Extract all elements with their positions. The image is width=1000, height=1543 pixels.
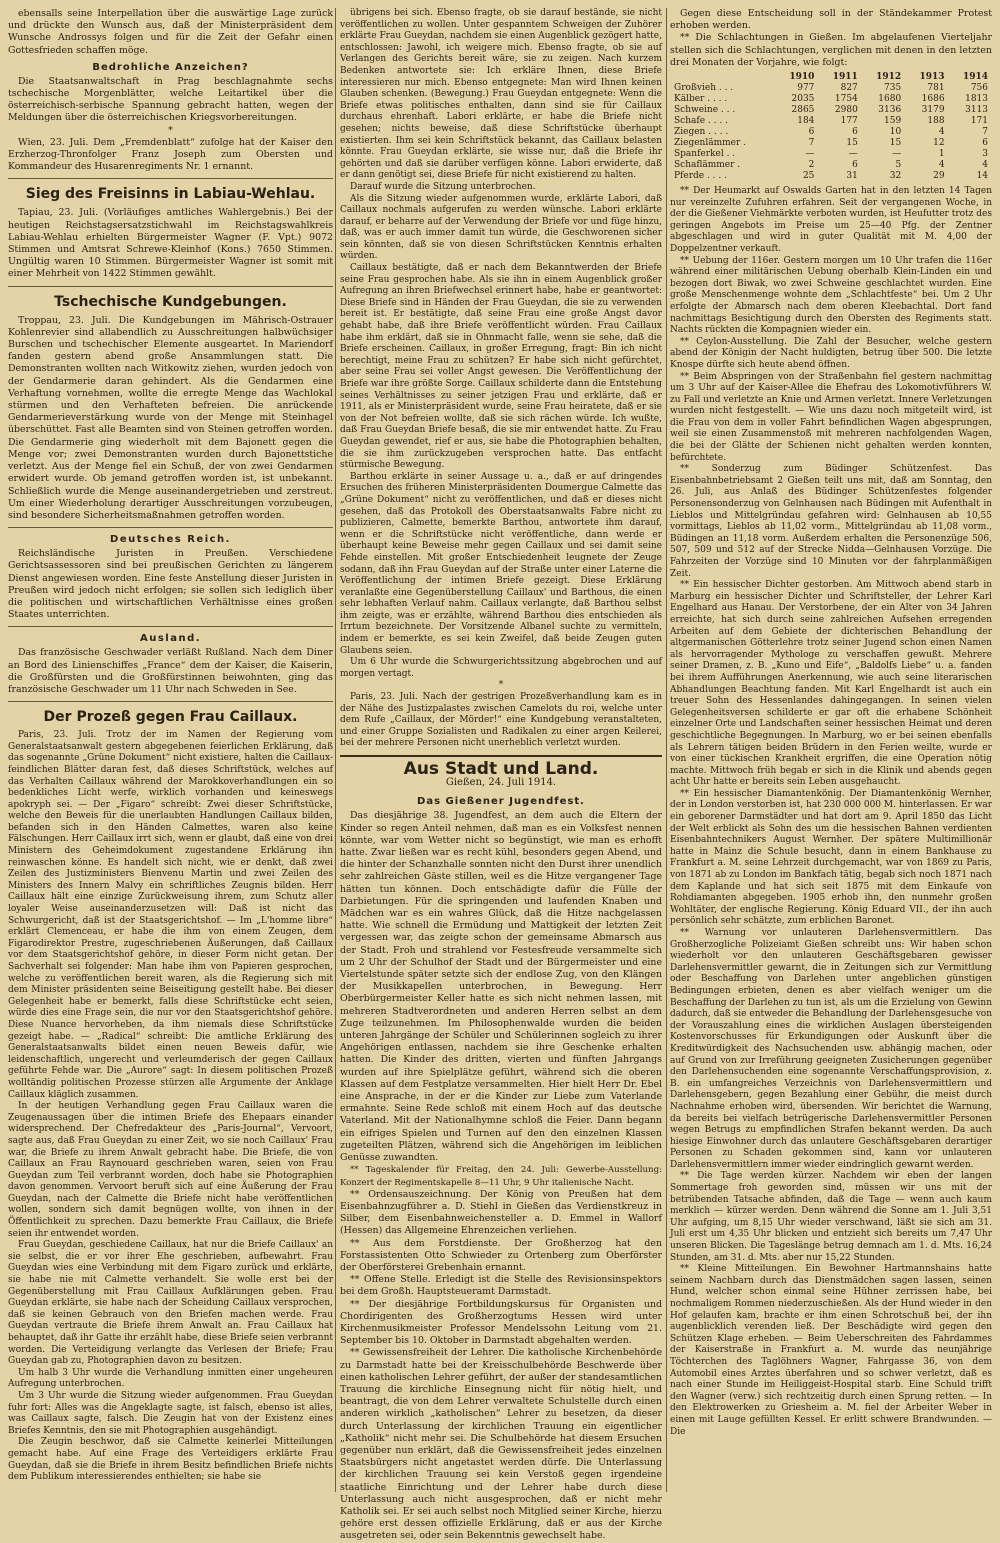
table-cell: — [848, 149, 858, 160]
article-text: Als die Sitzung wieder aufgenommen wurde, erklärte Labori, daß Caillaux nochmals aufgerufen zu werden wünsche. Labori erklärte darauf, er beharre auf der Verwendung der Briefe vor und füge hinzu, daß, was er auch immer damit tun würde, die Geschworenen sicher sein könnten, daß sie von diesen Schriftstücken Kenntnis erhalten würden. [340, 193, 662, 262]
article-text: ** Kleine Mitteilungen. Ein Bewohner Hartmannshains hatte seinem Nachbarn durch das Dienstmädchen sagen lassen, seinen Hund, welcher schon einmal seine Hühner zerrissen habe, bei nochmaligem Rommen niederzuschießen. Als der Hund wieder in den Hof gelaufen kam, brachte er ihm einen Schrotschuß bei, der ihn augenblicklich verenden ließ. Der Beschädigte wird gegen den Schützen Klage erheben. — Beim Ueberschreiten des Fahrdammes der Kaiserstraße in Frankfurt a. M. wurde das neunjährige Töchterchen des Taglöhners Wagner, Fahrgasse 36, von dem Automobil eines Arztes überfahren und so schwer verletzt, daß es nach einer Stunde im Heiliggeist-Hospital starb. Eine Schuld trifft den Wagner (verw.) sich rechtzeitig durch einen Sprung retten. — In den Elektrowerken zu Griesheim a. M. fiel der Arbeiter Weber in einen mit Lauge gefüllten Kessel. Er erlitt schwere Brandwunden. — Die [670, 1264, 992, 1437]
table-cell: 1813 [965, 94, 988, 105]
table-header-row: 1910 1911 1912 1913 1914 [789, 72, 988, 83]
table-cell: 1 [938, 149, 945, 160]
table-cell: 4 [938, 160, 945, 171]
table-row-label: Schaflämmer . [674, 160, 741, 171]
table-cell: 3136 [878, 105, 902, 116]
table-cell: 3179 [921, 105, 945, 116]
table-row-label: Pferde . . . . [674, 171, 727, 182]
table-cell: 32 [889, 171, 902, 182]
table-row-label: Schafe . . . . [674, 116, 728, 127]
article-text: ** Ceylon-Ausstellung. Die Zahl der Besucher, welche gestern abend der Königin der Nacht huldigten, betrug über 500. Die letzte Knospe dürfte sich heute abend öffnen. [670, 336, 992, 370]
article-text: ** Die Tage werden kürzer. Nachdem wir eben der langen Sommertage froh geworden sind, müssen wir uns mit der betrübenden Tatsache abfinden, daß die Tage — wenn auch kaum merklich — kürzer werden. Denn während die Sonne am 1. Juli 3,51 Uhr aufging, um 8,15 Uhr wieder verschwand, läßt sie sich am 31. Juli erst um 4,35 Uhr blicken und entzieht sich bereits um 7,47 Uhr unseren Blicken. Die Tageslänge betrug demnach am 1. d. Mts. 16,24 Stunden, am 31. d. Mts. aber nur 15,22 Stunden. [670, 1171, 992, 1263]
article-text: Paris, 23. Juli. Nach der gestrigen Prozeßverhandlung kam es in der Nähe des Justizpalastes zwischen Camelots du roi, welche unter dem Rufe „Caillaux, der Mörder!“ eine Kundgebung veranstalteten, und einer Gruppe Sozialisten und Radikalen zu einer argen Keilerei, bei der mehrere Personen nicht unerheblich verletzt wurden. [340, 692, 662, 749]
table-cell: 1680 [878, 94, 902, 105]
table-cell: 171 [970, 116, 988, 127]
article-text: ** Ein hessischer Diamantenkönig. Der Diamantenkönig Wernher, der in London verstorben ist, hat 230 000 000 M. hinterlassen. Er war ein geborener Darmstädter und hat dort am 9. April 1850 das Licht der Welt erblickt als Sohn des um die hessischen Bahnen verdienten Eisenbahntechnikers August Wernher. Der spätere Multimillionär hatte in Mainz die Schule besucht, dann in einem Bankhause zu Frankfurt a. M. seine Lehrzeit durchgemacht, war von 1869 zu Paris, von 1871 ab zu London im Bankfach tätig, begab sich noch 1871 nach dem Kaplande und hat sich seit 1875 mit dem Einkaufe von Rohdiamanten abgegeben. 1905 erhob ihn, den nunmehr großen Wohltäter, der englische Regierung. König Eduard VII., der ihn auch persönlich sehr schätzte, zum erblichen Baronet. [670, 788, 992, 927]
table-cell: 188 [927, 116, 945, 127]
table-row-label: Kälber . . . . [674, 94, 728, 105]
article-text: Paris, 23. Juli. Trotz der im Namen der Regierung vom Generalstaatsanwalt gestern abgegebenen feierlichen Erklärung, daß das sogenannte „Grüne Dokument“ nicht existiere, halten die Caillaux-feindlichen Blätter daran fest, daß dieses Schriftstück, welches auf das Verhalten Caillaux während der Marokkoverhandlungen ein so bedenkliches Licht werfe, wirklich vorhanden und keineswegs apokryph sei. — Der „Figaro“ schreibt: Zwei dieser Schriftstücke, welche den Beweis für die unerlaubten Handlungen Caillaux bilden, befanden sich in den Händen Calmettes, waren also keine Fälschungen. Herr Caillaux irrt sich, wenn er glaubt, daß eine von drei Ministern des Geheimdokument zugestandene Erklärung ihn reinwaschen könne. Es handelt sich nicht, wie er denkt, daß zwei Zeilen des Justizministers Bienvenu Martin und zwei Zeilen des Ministers des Innern Malvy ein schriftliches Zeugnis bilden. Herr Caillaux hält eine einzige Zurückweisung ihrem, zum Schutz aller loyaler Weise auseinanderzusetzen will: Daß ist nicht das Schwurgericht, daß ist der Staatsgerichtshof. — Im „L'homme libre“ erklärt Clemenceau, er habe die ihm von einem Zeugen, dem Figarodirektor Prestre, zugeschriebenen Äußerungen, daß Caillaux vor dem Staatsgerichtshof gehöre, in dieser Form nicht getan. Der Sachverhalt sei folgender: Man habe ihm von Papieren gesprochen, welche zu veröffentlichen bereit waren, als die Regierung sich mit dem Minister präsidenten seine Beiseitigung gestellt habe. Bei dieser Gelegenheit habe er bemerkt, falls diese Schriftstücke echt seien, würde dies eine Frage sein, die nur vor den Staatsgerichtshof gehöre. Diese Nuance hervorheben, da ihm niemals diese Schriftstücke gezeigt habe. — „Radical“ schreibt: Die amtliche Erklärung des Generalstaatsanwalts bildet einen neuen Beweis dafür, wie leidenschaftlich, ungerecht und verleumderisch der gegen Caillaux geführte Fehde war. Die „Aurore“ sagt: In diesem politischen Prozeß wolltändig politischen Prozesse stürzen alle Argumente der Anklage Caillaux kläglich zusammen. [8, 730, 333, 1100]
table-cell: 735 [884, 83, 902, 94]
table-cell: 4 [982, 160, 988, 171]
article-text: Tapiau, 23. Juli. (Vorläufiges amtliches Wahlergebnis.) Bei der heutigen Reichstagsersatzstichwahl im Reichstagswahlkreis Labiau-Wehlau erhielten Bürgermeister Wagner (F. Vpt.) 9072 Stimmen und Amtsrat Schrewe-Kleinhof (Kons.) 7650 Stimmen. Ungültig waren 10 Stimmen. Bürgermeister Wagner ist somit mit einer Mehrheit von 1422 Stimmen gewählt. [8, 207, 333, 280]
article-text: Das diesjährige 38. Jugendfest, an dem auch die Eltern der Kinder so regen Anteil nehmen, daß man es ein Volksfest nennen könnte, war vom Wetter nicht so begünstigt, wie man es erhofft hatte. Zwar ließen war es recht kühl, besonders gegen Abend, und die hinter der Schanzhalle sonnten nicht den Durst ihrer unendlich sehr zahlreichen Gäste stillen, weil es die Hitze vergangener Tage hätten tun können. Doch entschädigte dafür die Fülle der Darbietungen. Für die springenden und laufenden Knaben und Mädchen war es ein wahres Glück, daß die Hitze nachgelassen hatte. Wie schnell die Ermüdung und Mattigkeit der letzten Zeit vergessen war, das zeigte schon der gemeinsame Abmarsch aus der Stadt. Froh und strahlend vor Festesfreude versammelte sich um 2 Uhr der Schulhof der Stadt und der Bürgermeister und eine Viertelstunde später setzte sich der endlose Zug, von den Klängen der Musikkapellen unterbrochen, in Bewegung. Herr Oberbürgermeister Keller hatte es sich nicht nehmen lassen, mit mehreren Stadtverordneten und anderen Herren selbst an dem Zuge teilzunehmen. Im Philosophenwalde wurden die beiden unteren Jahrgänge der Schüler und Schülerinnen sogleich zu ihrer Angehörigen entlassen, nachdem sie ihre Geschenke erhalten hatten. Die Kinder des dritten, vierten und fünften Jahrgangs wurden auf ihre Spielplätze geführt, während sich die oberen Klassen auf dem Festplatze versammelten. Hier hielt Herr Dr. Ebel eine Ansprache, in der er die Kinder zur Liebe zum Vaterlande ermahnte. Seine Rede schloß mit einem Hoch auf das deutsche Vaterland. Mit der Nationalhymne schloß die Feier. Dann begann ein eifriges Spielen und Turnen auf den den einzelnen Klassen zugeteilten Plätzen, während sich die Angehörigen im leiblichen Genüsse zuwandten. [340, 810, 662, 1164]
article-text: Die Zeugin beschwor, daß sie Calmette keinerlei Mitteilungen gemacht habe. Auf eine Frage des Verteidigers erklärte Frau Gueydan, daß sie die Briefe in ihrem Besitz befindlichen Briefe nichts dem Publikum interessierendes enthielten; sie habe sie [8, 1437, 333, 1483]
table-cell: 2980 [834, 105, 858, 116]
table-row [670, 149, 992, 160]
article-text: Troppau, 23. Juli. Die Kundgebungen im Mährisch-Ostrauer Kohlenrevier sind allabendlich zu Ausschreitungen halbwüchsiger Burschen und tschechischer Elemente ausgeartet. In Mariendorf fanden gestern abend große Ansammlungen statt. Die Demonstranten wollten nach Witkowitz ziehen, wurden jedoch von der Gendarmerie daran gehindert. Als die Gendarmen eine Verhaftung vornehmen, wollte die erregte Menge das Wachlokal stürmen und den Verhafteten befreien. Die anrückende Gendarmerieverstärkung wurde von der Menge mit Steinhagel überschüttet. Fast alle Beamten sind von Steinen getroffen worden. Die Gendarmerie ging wiederholt mit dem Bajonett gegen die Menge vor; zwei Demonstranten wurden durch Bajonettstiche verletzt. Aus der Menge fiel ein Schuß, der von zwei Gendarmen erwidert wurde. Ob jemand getroffen worden ist, ist unbekannt. Schließlich wurde die Menge auseinandergetrieben und zerstreut. Um einer Wiederholung derartiger Ausschreitungen vorzubeugen, sind besondere Sicherheitsmaßnahmen getroffen worden. [8, 314, 333, 521]
table-cell: 4 [938, 127, 945, 138]
table-cell: 6 [852, 127, 858, 138]
article-text: ** Beim Abspringen von der Straßenbahn fiel gestern nachmittag um 3 Uhr auf der Kaiser-Allee die Ehefrau des Lokomotivführers W. zu Fall und verletzte an Knie und Armen verletzt. Innere Verletzungen wurden nicht festgestellt. — Wie uns dazu noch mitgeteilt wird, ist die Frau von dem in voller Fahrt befindlichen Wagen abgesprungen, weil sie einen Zusammenstoß mit mehreren nachfolgenden Wagen, die bei der Glätte der Schienen nicht gehalten werden konnten, befürchtete. [670, 371, 992, 463]
article-text: Wien, 23. Juli. Dem „Fremdenblatt“ zufolge hat der Kaiser den Erzherzog-Thronfolger Franz Joseph zum Obersten und Kommandeur des Husarenregiments Nr. 1 ernannt. [8, 136, 333, 173]
article-text: Darauf wurde die Sitzung unterbrochen. [350, 181, 536, 192]
article-text: ** Aus dem Forstdienste. Der Großherzog hat den Forstassistenten Otto Schwieder zu Ortenberg zum Oberförster der Oberförsterei Grebenhain ernannt. [340, 1237, 662, 1273]
table-cell: 1754 [834, 94, 858, 105]
table-cell: 6 [808, 127, 815, 138]
article-text: ** Offene Stelle. Erledigt ist die Stelle des Revisionsinspektors bei dem Großh. Hauptsteueramt Darmstadt. [340, 1274, 662, 1298]
table-cell: 15 [846, 138, 858, 149]
article-text: ebensalls seine Interpellation über die auswärtige Lage zurück und drückte den Wunsch aus, daß der Ministerpräsident dem Wunsche Androssys folgen und für die Zeit der Gefahr einen Gottesfrieden schaffen möge. [8, 8, 333, 56]
article-text: ** Gewissensfreiheit der Lehrer. Die katholische Kirchenbehörde zu Darmstadt hatte bei der Kreisschulbehörde Beschwerde über einen katholischen Lehrer geführt, der außer der standesamtlichen Trauung die kirchliche Einsegnung nicht für nötig hielt, und beantragt, die von dem Lehrer verwaltete Schulstelle durch einen anderen wirklich „katholischen“ Lehrer zu besetzen, da dieser durch Unterlassung der kirchlichen Trauung ein eigentlicher „Katholik“ nicht mehr sei. Die Schulbehörde hat diesem Ersuchen gegenüber nun erklärt, daß die Gewissensfreiheit jedes einzelnen Staatsbürgers nicht angetastet werden dürfe. Die Unterlassung der kirchlichen Trauung sei kein Verstoß gegen irgendeine staatliche Einrichtung und der Lehrer habe durch diese Unterlassung auch nicht ausgesprochen, daß er nicht mehr Katholik sei. Er sei auch selbst noch Mitglied seiner Kirche, hierzu gehöre erst dessen offizielle Erklärung, daß er aus der Kirche ausgetreten sei, oder sein Bekenntnis gewechselt habe. [340, 1347, 662, 1542]
column-3 [670, 8, 992, 1438]
column-divider [335, 8, 336, 1492]
table-cell: 29 [933, 171, 945, 182]
divider [340, 755, 662, 757]
table-cell: 977 [797, 83, 815, 94]
table-cell: 31 [846, 171, 858, 182]
divider [8, 178, 333, 179]
divider [8, 701, 333, 702]
section-heading: Aus Stadt und Land. [403, 759, 599, 779]
table-cell: 12 [933, 138, 945, 149]
article-text: Frau Gueydan, geschiedene Caillaux, hat nur die Briefe Caillaux' an sie selbst, die er vor ihrer Ehe geschrieben, aufbewahrt. Frau Gueydan wies eine Verbindung mit dem Figaro zurück und erklärte, sie habe nie mit Calmette verhandelt. Sie wolle erst bei der Gegenüberstellung mit Frau Caillaux Aufklärungen geben. Frau Gueydan erklärte, sie habe nach der Scheidung Caillaux versprochen, daß sie keinen Gebrauch von den Briefen machen werde. Frau Gueydan vertraute die Briefe ihrem Anwalt an. Frau Caillaux hat behauptet, daß ihr Gatte ihr erzählt habe, diese Briefe seien verbrannt worden. Die Verteidigung verlangte das Verlesen der Briefe; Frau Gueydan gab zu, Photographien davon zu besitzen. [8, 1240, 333, 1367]
table-row [670, 171, 992, 182]
table-cell: 2035 [791, 94, 815, 105]
slaughter-table [670, 72, 992, 182]
table-cell: 6 [982, 138, 988, 149]
table-cell: 5 [895, 160, 902, 171]
article-text: ** Ordensauszeichnung. Der König von Preußen hat dem Eisenbahnzugführer a. D. Stiehl in Gießen das Verdienstkreuz in Silber, dem Eisenbahnweichensteller a. D. Emmel in Wallorf (Hessen) das Allgemeine Ehrenzeichen verliehen. [340, 1188, 662, 1237]
table-cell: 7 [982, 127, 988, 138]
table-cell: 25 [802, 171, 815, 182]
article-text: Die Staatsanwaltschaft in Prag beschlagnahmte sechs tschechische Morgenblätter, welche Leitartikel über die österreichisch-serbische Spannung gebracht hatten, wegen der Meldungen über die österreichischen Kriegsvorbereitungen. [8, 75, 333, 124]
table-row-label: Großvieh . . . [674, 83, 734, 94]
article-heading: Das Gießener Jugendfest. [417, 796, 585, 808]
table-cell: 756 [970, 83, 988, 94]
table-cell: 184 [797, 116, 815, 127]
divider [8, 286, 333, 287]
article-text: ** Die Schlachtungen in Gießen. Im abgelaufenen Vierteljahr stellen sich die Schlachtungen, verglichen mit denen in den letzten drei Monaten der Vorjahre, wie folgt: [670, 32, 992, 68]
article-text: ** Der Heumarkt auf Oswalds Garten hat in den letzten 14 Tagen nur vereinzelte Zufuhren erfahren. Seit der vergangenen Woche, in der die Gießener Viehmärkte verboten wurden, ist Heufutter trotz des geringen Angebots im Preise um 25—40 Pfg. der Zentner abgeschlagen und wird in guter Qualität mit M. 4,00 der Doppelzentner verkauft. [670, 186, 992, 254]
table-cell: 6 [852, 160, 858, 171]
table-cell: 177 [840, 116, 858, 127]
column-1: ebensalls seine Interpellation über die auswärtige Lage zurück und drückte den Wunsch aus, daß der Ministerpräsident dem Wunsche Androssys folgen und für die Zeit der Gefahr einen Gottesfrieden schaffen möge. Bedrohliche Anzeichen? Die Staatsanwaltschaft in Prag beschlagnahmte sechs tschechische Morgenblätter, welche Leitartikel über die österreichisch-serbische Spannung gebracht hatten, wegen der Meldungen über die österreichischen Kriegsvorbereitungen. * Wien, 23. Juli. Dem „Fremdenblatt“ zufolge hat der Kaiser den Erzherzog-Thronfolger Franz Joseph zum Obersten und Kommandeur des Husarenregiments Nr. 1 ernannt. Sieg des Freisinns in Labiau-Wehlau. Tapiau, 23. Juli. (Vorläufiges amtliches Wahlergebnis.) Bei der heutigen Reichstagsersatzstichwahl im Reichstagswahlkreis Labiau-Wehlau erhielten Bürgermeister Wagner (F. Vpt.) 9072 Stimmen und Amtsrat Schrewe-Kleinhof (Kons.) 7650 Stimmen. Ungültig waren 10 Stimmen. Bürgermeister Wagner ist somit mit einer Mehrheit von 1422 Stimmen gewählt. Tschechische Kundgebungen. Troppau, 23. Juli. Die Kundgebungen im Mährisch-Ostrauer Kohlenrevier sind allabendlich zu Ausschreitungen halbwüchsiger Burschen und tschechischer Elemente ausgeartet. In Mariendorf fanden gestern abend große Ansammlungen statt. Die Demonstranten wollten nach Witkowitz ziehen, wurden jedoch von der Gendarmerie daran gehindert. Als die Gendarmen eine Verhaftung vornehmen, wollte die erregte Menge das Wachlokal stürmen und den Verhafteten befreien. Die anrückende Gendarmerieverstärkung wurde von der Menge mit Steinhagel überschüttet. Fast alle Beamten sind von Steinen getroffen worden. Die Gendarmerie ging wiederholt mit dem Bajonett gegen die Menge vor; zwei Demonstranten wurden durch Bajonettstiche verletzt. Aus der Menge fiel ein Schuß, der von zwei Gendarmen erwidert wurde. Ob jemand getroffen worden ist, ist unbekannt. Schließlich wurde die Menge auseinandergetrieben und zerstreut. Um einer Wiederholung derartiger Ausschreitungen vorzubeugen, sind besondere Sicherheitsmaßnahmen getroffen worden. Deutsches Reich. Reichsländische Juristen in Preußen. Verschiedene Gerichtsassessoren sind bei preußischen Gerichten zu längerem Dienst angewiesen worden. Eine feste Anstellung dieser Juristen in Preußen wird jedoch nicht erfolgen; sie sollen sich lediglich über die politischen und wirtschaftlichen Verhältnisse eines großen Staates unterrichten. Ausland. Das französische Geschwader verläßt Rußland. Nach dem Diner an Bord des Linienschiffes „France“ dem der Kaiser, die Kaiserin, die Großfürsten und die Großfürstinnen beiwohnten, ging das französische Geschwader um 11 Uhr nach Schweden in See. Der Prozeß gegen Frau Caillaux. Paris, 23. Juli. Trotz der im Namen der Regierung vom Generalstaatsanwalt gestern abgegebenen feierlichen Erklärung, daß das sogenannte „Grüne Dokument“ nicht existiere, halten die Caillaux-feindlichen Blätter daran fest, daß dieses Schriftstück, welches auf das Verhalten Caillaux während der Marokkoverhandlungen ein so bedenkliches Licht werfe, wirklich vorhanden und keineswegs apokryph sei. — Der „Figaro“ schreibt: Zwei dieser Schriftstücke, welche den Beweis für die unerlaubten Handlungen Caillaux bilden, befanden sich in den Händen Calmettes, waren also keine Fälschungen. Herr Caillaux irrt sich, wenn er glaubt, daß eine von drei Ministern des Geheimdokument zugestandene Erklärung ihn reinwaschen könne. Es handelt sich nicht, wie er denkt, daß zwei Zeilen des Justizministers Bienvenu Martin und zwei Zeilen des Ministers des Innern Malvy ein schriftliches Zeugnis bilden. Herr Caillaux hält eine einzige Zurückweisung ihrem, zum Schutz aller loyaler Weise auseinanderzusetzen will: Daß ist nicht das Schwurgericht, daß ist der Staatsgerichtshof. — Im „L'homme libre“ erklärt Clemenceau, er habe die ihm von einem Zeugen, dem Figarodirektor Prestre, zugeschriebenen Äußerungen, daß Caillaux vor dem Staatsgerichtshof gehöre, in dieser Form nicht getan. Der Sachverhalt sei folgender: Man habe ihm von Papieren gesprochen, welche zu veröffentlichen bereit waren, als die Regierung sich mit dem Minister präsidenten seine Beiseitigung gestellt habe. Bei dieser Gelegenheit habe er bemerkt, falls diese Schriftstücke echt seien, würde dies eine Frage sein, die nur vor den Staatsgerichtshof gehöre. Diese Nuance hervorheben, da ihm niemals diese Schriftstücke gezeigt habe. — „Radical“ schreibt: Die amtliche Erklärung des Generalstaatsanwalts bildet einen neuen Beweis dafür, wie leidenschaftlich, ungerecht und verleumderisch der gegen Caillaux geführte Fehde war. Die „Aurore“ sagt: In diesem politischen Prozeß wolltändig politischen Prozesse stürzen alle Argumente der Anklage Caillaux kläglich zusammen. In der heutigen Verhandlung gegen Frau Caillaux waren die Zeugenaussagen über die intimen Briefe des Ehepaars einander widersprechend. Der Chefredakteur des „Paris-Journal“, Vervoort, sagte aus, daß Frau Gueydan zu einer Zeit, wo sie noch Caillaux' Frau war, die Briefe zu ihrem Anwalt gebracht habe. Die Briefe, die von Caillaux an Frau Raynouard geschrieben waren, seien von Frau Gueydan zum Teil verbrannt worden, doch habe sie Photographien davon genommen. Vervoort beruft sich auf eine Äußerung der Frau Gueydan, nach der Calmette die Briefe nicht habe veröffentlichen wollen, sondern sich damit begnügen wollte, von ihnen in der Öffentlichkeit zu sprechen. Dazu bemerkte Frau Caillaux, die Briefe seien ihr entwendet worden. Frau Gueydan, geschiedene Caillaux, hat nur die Briefe Caillaux' an sie selbst, die er vor ihrer Ehe geschrieben, aufbewahrt. Frau Gueydan wies eine Verbindung mit dem Figaro zurück und erklärte, sie habe nie mit Calmette verhandelt. Sie wolle erst bei der Gegenüberstellung mit Frau Caillaux Aufklärungen geben. Frau Gueydan erklärte, sie habe nach der Scheidung Caillaux versprochen, daß sie keinen Gebrauch von den Briefen machen werde. Frau Gueydan vertraute die Briefe ihrem Anwalt an. Frau Caillaux hat behauptet, daß ihr Gatte ihr erzählt habe, diese Briefe seien verbrannt worden. Die Verteidigung verlangte das Verlesen der Briefe; Frau Gueydan gab zu, Photographien davon zu besitzen. Um halb 3 Uhr wurde die Verhandlung inmitten einer ungeheuren Aufregung unterbrochen. Um 3 Uhr wurde die Sitzung wieder aufgenommen. Frau Gueydan fuhr fort: Alles was die Angeklagte sagte, ist falsch, ebenso ist alles, was Caillaux sagte, falsch. Die Zeugin hat von der Existenz eines Briefes Kenntnis, den sie mit Photographien ausgehändigt. Die Zeugin beschwor, daß sie Calmette keinerlei Mitteilungen gemacht habe. Auf eine Frage des Verteidigers erklärte Frau Gueydan, daß sie die Briefe in ihrem Besitz befindlichen Briefe nichts dem Publikum interessierendes enthielten; sie habe sie [8, 8, 333, 1483]
table-row [670, 127, 992, 138]
table-cell: 3 [982, 149, 988, 160]
article-text: ** Ein hessischer Dichter gestorben. Am Mittwoch abend starb in Marburg ein hessischer Dichter und Schriftsteller, der Lehrer Karl Engelhard aus Hanau. Der Verstorbene, der ein Alter von 34 Jahren erreichte, hat sich durch seine zahlreichen Aufsehen erregenden Arbeiten auf dem Gebiete der dichterischen Behandlung der altgermanischen Götterlehre trotz seiner Jugend schon einen Namen als hervorragender Mythologe zu verschaffen gewußt. Mehrere seiner Dramen, z. B. „Kuno und Eife“, „Baldolfs Liebe“ u. a. fanden bei ihrem Aufführungen Anerkennung, wie auch seine literarischen Abhandlungen Beachtung fanden. Mit Karl Engelhardt ist auch ein treuer Sohn des Hessenlandes dahingegangen. In seinen vielen Gelegenheitsversen schilderte er gar oft die erhabene Schönheit einzelner Orte und Landschaften seiner hessischen Heimat und deren geschichtliche Begegnungen. In Marburg, wo er bei seinen ebenfalls als Lehrern tätigen beiden Brüdern in den Ferien weilte, wurde er von einer tückischen Krankheit ergriffen, die eine Operation nötig machte. Mittwoch früh begab er sich in die Klinik und abends gegen acht Uhr hatte er bereits sein Leben ausgehaucht. [670, 580, 992, 788]
article-text: Barthou erklärte in seiner Aussage u. a., daß er auf dringendes Ersuchen des früheren Ministerpräsidenten Doumergue Calmette das „Grüne Dokument“ nicht zu veröffentlichen, und daß er dieses nicht gesehen, daß das Protokoll des Oberstaatsanwalts Fabre nicht zu publizieren, Calmette, bemerkte Barthou, antwortete ihm darauf, wenn er die Schriftstücke nicht veröffentliche, dann werde er überhaupt keine Beweise mehr gegen Caillaux und sei damit seine Fehde einstellen. Mit großer Entschiedenheit leugnete der Zeuge sodann, daß ihn Frau Gueydan auf der Straße unter einer Laterne die Veröffentlichung der intimen Briefe gezeigt. Diese Erklärung veranlaßte eine Gegenüberstellung Caillaux' und Barthous, die einen sehr lebhaften Verlauf nahm. Caillaux verlangte, daß Barthou selbst ihm zeigte, was er erzählte, während Barthou dies entschieden als Irrtum bezeichnete. Der Vorsitzende Albanel suchte zu vermitteln, indem er bemerkte, es sei kein Zweifel, daß beide Zeugen guten Glaubens seien. [340, 471, 662, 656]
table-cell: 10 [889, 127, 902, 138]
table-row [670, 160, 992, 171]
article-text: ** Sonderzug zum Büdinger Schützenfest. Das Eisenbahnbetriebsamt 2 Gießen teilt uns mit, daß am Sonntag, den 26. Juli, aus Anlaß des Büdinger Schützenfestes folgender Personensonderzug von Gelnhausen nach Büdingen mit Aufenthalt in Lieblos und Mittelgründau gefahren wird: Gelnhausen ab 10,55 vormittags, Lieblos ab 11,02 vorm., Mittelgründau ab 11,08 vorm., Büdingen an 11,18 vorm. Außerdem erhalten die Personenzüge 506, 507, 509 und 512 auf der Strecke Nidda—Gelnhausen Vorzüge. Die Fahrzeiten der Vorzüge sind 10 Minuten vor der fahrplanmäßigen Zeit. [670, 464, 992, 579]
article-text: ** Uebung der 116er. Gestern morgen um 10 Uhr trafen die 116er während einer militärischen Uebung oberhalb Klein-Linden ein und bezogen dort Biwak, wo zwei Schweine geschlachtet wurden. Eine große Menschenmenge wohnte dem „Schlachtfeste“ bei. Um 2 Uhr erfolgte der Abmarsch nach dem oberen Kleebachtal. Dort fand nachmittags Besichtigung durch den Obersten des Regiments statt. Nachts rückten die Kompagnien wieder ein. [670, 255, 992, 336]
table-cell: 15 [889, 138, 902, 149]
section-heading: Deutsches Reich. [110, 534, 231, 546]
table-row [670, 83, 992, 94]
article-text: Gegen diese Entscheidung soll in der Ständekammer Protest erhoben werden. [670, 8, 992, 32]
article-text: ** Warnung vor unlauteren Darlehensvermittlern. Das Großherzogliche Polizeiamt Gießen schreibt uns: Wir haben schon wiederholt vor den unlauteren Geschäftsgebaren gewisser Darlehensvermittler gewarnt, die in Zeitungen sich zur Vermittlung oder Beschaffung von Darlehen unter angeblichen günstigen Bedingungen erbieten, denen es aber vielfach weniger um die Beschaffung der Darlehen zu tun ist, als um die Erzielung von Gewinn dadurch, daß sie entweder die Behandlung der Darlehensgesuche von der Vorauszahlung eines die wirklichen Auslagen übersteigenden Kostenvorschusses für Erkundigungen oder Auskunft über die Kreditwürdigkeit des Nachsuchenden usw. abhängig machen, oder auf Grund von zur Irreführung geeigneten Zusicherungen gegenüber den Darlehensuchenden eine sogenannte Verschaffungsprovision, z. B. ein umfangreiches Verzeichnis von Darlehensvermittlern und Darlehensgebern, gegen Bezahlung einer Gebühr, die meist durch Nachnahme erhoben wird, übersenden. Wir berichtet die Warnung, da bereits bei vielfach betrügerische Darlehensvermittler Personen wegen Betrugs zu empfindlichen Strafen bekannt werden. Da auch hiesige Einwohner durch das unlautere Geschäftsgebaren derartiger Personen zu Schaden gekommen sind, kann vor unlauteren Darlehensvermittlern immer wieder eindringlich gewarnt werden. [670, 928, 992, 1170]
table-cell: 7 [808, 138, 815, 149]
column-divider [666, 8, 667, 1492]
table-row [670, 138, 992, 149]
table-cell: 14 [976, 171, 988, 182]
article-text: Caillaux bestätigte, daß er nach dem Bekanntwerden der Briefe seine Frau gesprochen habe. Als sie ihn in einem Augenblick großer Aufregung an ihren Briefwechsel erinnert habe, habe er geantwortet: Diese Briefe sind in Händen der Frau Gueydan, die sie zu verwenden bereit ist. Er bestätigte, daß seine Frau eine große Angst davor gehabt habe, daß ihre Briefe veröffentlicht würden. Frau Caillaux habe ihm erklärt, daß sie in Ohnmacht falle, wenn sie sehe, daß die Briefe erscheinen. Caillaux, in großer Erregung, fragt: Bin ich nicht berechtigt, meine Frau zu schützen? Er habe sich nicht gefürchtet, aber seine Frau sei voller Angst gewesen. Die Veröffentlichung der Briefe war ihre größte Sorge. Caillaux schilderte dann die Entstehung seines Verhältnisses zu seiner jetzigen Frau und erklärte, daß er 1911, als er Ministerpräsident wurde, seine Frau heiratete, daß er sie von der Not befreien wollte, daß sie sich rächen würde. Ich wußte, daß Frau Gueydan Briefe besaß, die sie mir entwendet hatte. Zu Frau Gueydan gewendet, rief er aus, sie habe die Photographien behalten, die sie ihm zurückzugeben versprochen hatte. Das entfacht stürmische Bewegung. [340, 263, 662, 471]
table-row [670, 105, 992, 116]
divider [8, 626, 333, 627]
article-heading: Der Prozeß gegen Frau Caillaux. [43, 709, 298, 726]
table-cell: 2865 [791, 105, 815, 116]
table-row [670, 116, 992, 127]
article-text: ** Tageskalender für Freitag, den 24. Juli: Gewerbe-Ausstellung: Konzert der Regimentskapelle 8—11 Uhr, 9 Uhr italienische Nacht. [340, 1165, 662, 1188]
table-cell: 1686 [921, 94, 945, 105]
article-heading: Tschechische Kundgebungen. [54, 293, 287, 310]
divider [8, 527, 333, 528]
section-heading: Ausland. [139, 633, 202, 645]
article-heading: Bedrohliche Anzeichen? [92, 61, 249, 73]
table-cell: 781 [927, 83, 945, 94]
table-cell: — [805, 149, 815, 160]
article-text: Um 3 Uhr wurde die Sitzung wieder aufgenommen. Frau Gueydan fuhr fort: Alles was die Angeklagte sagte, ist falsch, ebenso ist alles, was Caillaux sagte, falsch. Die Zeugin hat von der Existenz eines Briefes Kenntnis, den sie mit Photographien ausgehändigt. [8, 1390, 333, 1436]
table-row-label: Ziegenlämmer . [674, 138, 747, 149]
article-text: Um halb 3 Uhr wurde die Verhandlung inmitten einer ungeheuren Aufregung unterbrochen. [8, 1367, 333, 1390]
article-text: Um 6 Uhr wurde die Schwurgerichtssitzung abgebrochen und auf morgen vertagt. [340, 657, 662, 679]
article-text: Reichsländische Juristen in Preußen. Verschiedene Gerichtsassessoren sind bei preußischen Gerichten zu längerem Dienst angewiesen worden. Eine feste Anstellung dieser Juristen in Preußen wird jedoch nicht erfolgen; sie sollen sich lediglich über die politischen und wirtschaftlichen Verhältnisse eines großen Staates unterrichten. [8, 548, 333, 621]
table-row-label: Spanferkel . . [674, 149, 736, 160]
dateline: Gießen, 24. Juli 1914. [445, 777, 557, 789]
article-text: In der heutigen Verhandlung gegen Frau Caillaux waren die Zeugenaussagen über die intimen Briefe des Ehepaars einander widersprechend. Der Chefredakteur des „Paris-Journal“, Vervoort, sagte aus, daß Frau Gueydan zu einer Zeit, wo sie noch Caillaux' Frau war, die Briefe zu ihrem Anwalt gebracht habe. Die Briefe, die von Caillaux an Frau Raynouard geschrieben waren, seien von Frau Gueydan zum Teil verbrannt worden, doch habe sie Photographien davon genommen. Vervoort beruft sich auf eine Äußerung der Frau Gueydan, nach der Calmette die Briefe nicht habe veröffentlichen wollen, sondern sich damit begnügen wollte, von ihnen in der Öffentlichkeit zu sprechen. Dazu bemerkte Frau Caillaux, die Briefe seien ihr entwendet worden. [8, 1101, 333, 1239]
article-text: übrigens bei sich. Ebenso fragte, ob sie darauf bestände, sie nicht veröffentlichen zu wollen. Unter gespanntem Schweigen der Zuhörer erklärte Frau Gueydan, nachdem sie einen Augenblick gezögert hatte, entschlossen: Jawohl, ich weigere mich. Ebenso fragte, ob sie auf Verlangen des Gerichts bereit wäre, sie zu zeigen. Nach kurzem Bedenken antwortete sie: Ich erkläre Ihnen, diese Briefe interessieren nur mich. Ebenso entgegnete: Man wird Ihnen keinen Glauben schenken. (Bewegung.) Frau Gueydan entgegnete: Wenn die Briefe etwas politisches enthalten, dann sind sie für Caillaux durchaus ehrenhaft. Labori erklärte, er habe die Briefe nicht gesehen; nichts beweise, daß diese Schriftstücke überhaupt existierten. Ihm sei kein Schriftstück bekannt, das Caillaux belasten könnte. Frau Gueydan erklärte, sie wisse nur, daß die Briefe ihr gehörten und daß sie darüber verfügen könne. Labori erwiderte, daß er dann genötigt sei, diese Briefe für nicht existierend zu halten. [340, 8, 662, 181]
table-cell: 2 [808, 160, 815, 171]
table-cell: 159 [884, 116, 902, 127]
table-row [670, 94, 992, 105]
table-cell: 827 [840, 83, 858, 94]
article-text: Das französische Geschwader verläßt Rußland. Nach dem Diner an Bord des Linienschiffes „France“ dem der Kaiser, die Kaiserin, die Großfürsten und die Großfürstinnen beiwohnten, ging das französische Geschwader um 11 Uhr nach Schweden in See. [8, 647, 333, 695]
table-cell: — [892, 149, 902, 160]
table-row-label: Schweine . . . [674, 105, 736, 116]
column-2: übrigens bei sich. Ebenso fragte, ob sie darauf bestände, sie nicht veröffentlichen zu wollen. Unter gespanntem Schweigen der Zuhörer erklärte Frau Gueydan, nachdem sie einen Augenblick gezögert hatte, entschlossen: Jawohl, ich weigere mich. Ebenso fragte, ob sie auf Verlangen des Gerichts bereit wäre, sie zu zeigen. Nach kurzem Bedenken antwortete sie: Ich erkläre Ihnen, diese Briefe interessieren nur mich. Ebenso entgegnete: Man wird Ihnen keinen Glauben schenken. (Bewegung.) Frau Gueydan entgegnete: Wenn die Briefe etwas politisches enthalten, dann sind sie für Caillaux durchaus ehrenhaft. Labori erklärte, er habe die Briefe nicht gesehen; nichts beweise, daß diese Schriftstücke überhaupt existierten. Ihm sei kein Schriftstück bekannt, das Caillaux belasten könnte. Frau Gueydan erklärte, sie wisse nur, daß die Briefe ihr gehörten und daß sie darüber verfügen könne. Labori erwiderte, daß er dann genötigt sei, diese Briefe für nicht existierend zu halten. Darauf wurde die Sitzung unterbrochen. Als die Sitzung wieder aufgenommen wurde, erklärte Labori, daß Caillaux nochmals aufgerufen zu werden wünsche. Labori erklärte darauf, er beharre auf der Verwendung der Briefe vor und füge hinzu, daß, was er auch immer damit tun würde, die Geschworenen sicher sein könnten, daß sie von diesen Schriftstücken Kenntnis erhalten würden. Caillaux bestätigte, daß er nach dem Bekanntwerden der Briefe seine Frau gesprochen habe. Als sie ihn in einem Augenblick großer Aufregung an ihren Briefwechsel erinnert habe, habe er geantwortet: Diese Briefe sind in Händen der Frau Gueydan, die sie zu verwenden bereit ist. Er bestätigte, daß seine Frau eine große Angst davor gehabt habe, daß ihre Briefe veröffentlicht würden. Frau Caillaux habe ihm erklärt, daß sie in Ohnmacht falle, wenn sie sehe, daß die Briefe erscheinen. Caillaux, in großer Erregung, fragt: Bin ich nicht berechtigt, meine Frau zu schützen? Er habe sich nicht gefürchtet, aber seine Frau sei voller Angst gewesen. Die Veröffentlichung der Briefe war ihre größte Sorge. Caillaux schilderte dann die Entstehung seines Verhältnisses zu seiner jetzigen Frau und erklärte, daß er 1911, als er Ministerpräsident wurde, seine Frau heiratete, daß er sie von der Not befreien wollte, daß sie sich rächen würde. Ich wußte, daß Frau Gueydan Briefe besaß, die sie mir entwendet hatte. Zu Frau Gueydan gewendet, rief er aus, sie habe die Photographien behalten, die sie ihm zurückzugeben versprochen hatte. Das entfacht stürmische Bewegung. Barthou erklärte in seiner Aussage u. a., daß er auf dringendes Ersuchen des früheren Ministerpräsidenten Doumergue Calmette das „Grüne Dokument“ nicht zu veröffentlichen, und daß er dieses nicht gesehen, daß das Protokoll des Oberstaatsanwalts Fabre nicht zu publizieren, Calmette, bemerkte Barthou, antwortete ihm darauf, wenn er die Schriftstücke nicht veröffentliche, dann werde er überhaupt keine Beweise mehr gegen Caillaux und sei damit seine Fehde einstellen. Mit großer Entschiedenheit leugnete der Zeuge sodann, daß ihn Frau Gueydan auf der Straße unter einer Laterne die Veröffentlichung der intimen Briefe gezeigt. Diese Erklärung veranlaßte eine Gegenüberstellung Caillaux' und Barthous, die einen sehr lebhaften Verlauf nahm. Caillaux verlangte, daß Barthou selbst ihm zeigte, was er erzählte, während Barthou dies entschieden als Irrtum bezeichnete. Der Vorsitzende Albanel suchte zu vermitteln, indem er bemerkte, es sei kein Zweifel, daß beide Zeugen guten Glaubens seien. Um 6 Uhr wurde die Schwurgerichtssitzung abgebrochen und auf morgen vertagt. * Paris, 23. Juli. Nach der gestrigen Prozeßverhandlung kam es in der Nähe des Justizpalastes zwischen Camelots du roi, welche unter dem Rufe „Caillaux, der Mörder!“ eine Kundgebung veranstalteten, und einer Gruppe Sozialisten und Radikalen zu einer argen Keilerei, bei der mehrere Personen nicht unerheblich verletzt wurden. Aus Stadt und Land. Gießen, 24. Juli 1914. Das Gießener Jugendfest. Das diesjährige 38. Jugendfest, an dem auch die Eltern der Kinder so regen Anteil nehmen, daß man es ein Volksfest nennen könnte, war vom Wetter nicht so begünstigt, wie man es erhofft hatte. Zwar ließen war es recht kühl, besonders gegen Abend, und die hinter der Schanzhalle sonnten nicht den Durst ihrer unendlich sehr zahlreichen Gäste stillen, weil es die Hitze vergangener Tage hätten tun können. Doch entschädigte dafür die Fülle der Darbietungen. Für die springenden und laufenden Knaben und Mädchen war es ein wahres Glück, daß die Hitze nachgelassen hatte. Wie schnell die Ermüdung und Mattigkeit der letzten Zeit vergessen war, das zeigte schon der gemeinsame Abmarsch aus der Stadt. Froh und strahlend vor Festesfreude versammelte sich um 2 Uhr der Schulhof der Stadt und der Bürgermeister und eine Viertelstunde später setzte sich der endlose Zug, von den Klängen der Musikkapellen unterbrochen, in Bewegung. Herr Oberbürgermeister Keller hatte es sich nicht nehmen lassen, mit mehreren Stadtverordneten und anderen Herren selbst an dem Zuge teilzunehmen. Im Philosophenwalde wurden die beiden unteren Jahrgänge der Schüler und Schülerinnen sogleich zu ihrer Angehörigen entlassen, nachdem sie ihre Geschenke erhalten hatten. Die Kinder des dritten, vierten und fünften Jahrgangs wurden auf ihre Spielplätze geführt, während sich die oberen Klassen auf dem Festplatze versammelten. Hier hielt Herr Dr. Ebel eine Ansprache, in der er die Kinder zur Liebe zum Vaterlande ermahnte. Seine Rede schloß mit einem Hoch auf das deutsche Vaterland. Mit der Nationalhymne schloß die Feier. Dann begann ein eifriges Spielen und Turnen auf den den einzelnen Klassen zugeteilten Plätzen, während sich die Angehörigen im leiblichen Genüsse zuwandten. ** Tageskalender für Freitag, den 24. Juli: Gewerbe-Ausstellung: Konzert der Regimentskapelle 8—11 Uhr, 9 Uhr italienische Nacht. ** Ordensauszeichnung. Der König von Preußen hat dem Eisenbahnzugführer a. D. Stiehl in Gießen das Verdienstkreuz in Silber, dem Eisenbahnweichensteller a. D. Emmel in Wallorf (Hessen) das Allgemeine Ehrenzeichen verliehen. ** Aus dem Forstdienste. Der Großherzog hat den Forstassistenten Otto Schwieder zu Ortenberg zum Oberförster der Oberförsterei Grebenhain ernannt. ** Offene Stelle. Erledigt ist die Stelle des Revisionsinspektors bei dem Großh. Hauptsteueramt Darmstadt. ** Der diesjährige Fortbildungskursus für Organisten und Chordirigenten des Großherzogtums Hessen wird unter Kirchenmusikmeister Professor Mendelssohn Leitung vom 21. September bis 10. Oktober in Darmstadt abgehalten werden. ** Gewissensfreiheit der Lehrer. Die katholische Kirchenbehörde zu Darmstadt hatte bei der Kreisschulbehörde Beschwerde über einen katholischen Lehrer geführt, der außer der standesamtlichen Trauung die kirchliche Einsegnung nicht für nötig hielt, und beantragt, die von dem Lehrer verwaltete Schulstelle durch einen anderen wirklich „katholischen“ Lehrer zu besetzen, da dieser durch Unterlassung der kirchlichen Trauung ein eigentlicher „Katholik“ nicht mehr sei. Die Schulbehörde hat diesem Ersuchen gegenüber nun erklärt, daß die Gewissensfreiheit jedes einzelnen Staatsbürgers nicht angetastet werden dürfe. Die Unterlassung der kirchlichen Trauung sei kein Verstoß gegen irgendeine staatliche Einrichtung und der Lehrer habe durch diese Unterlassung auch nicht ausgesprochen, daß er nicht mehr Katholik sei. Er sei auch selbst noch Mitglied seiner Kirche, hierzu gehöre erst dessen offizielle Erklärung, daß er aus der Kirche ausgetreten sei, oder sein Bekenntnis gewechselt habe. [340, 8, 662, 1542]
article-text: ** Der diesjährige Fortbildungskursus für Organisten und Chordirigenten des Großherzogtums Hessen wird unter Kirchenmusikmeister Professor Mendelssohn Leitung vom 21. September bis 10. Oktober in Darmstadt abgehalten werden. [340, 1298, 662, 1347]
article-heading: Sieg des Freisinns in Labiau-Wehlau. [25, 186, 316, 203]
table-row-label: Ziegen . . . . [674, 127, 729, 138]
table-cell: 3113 [965, 105, 988, 116]
